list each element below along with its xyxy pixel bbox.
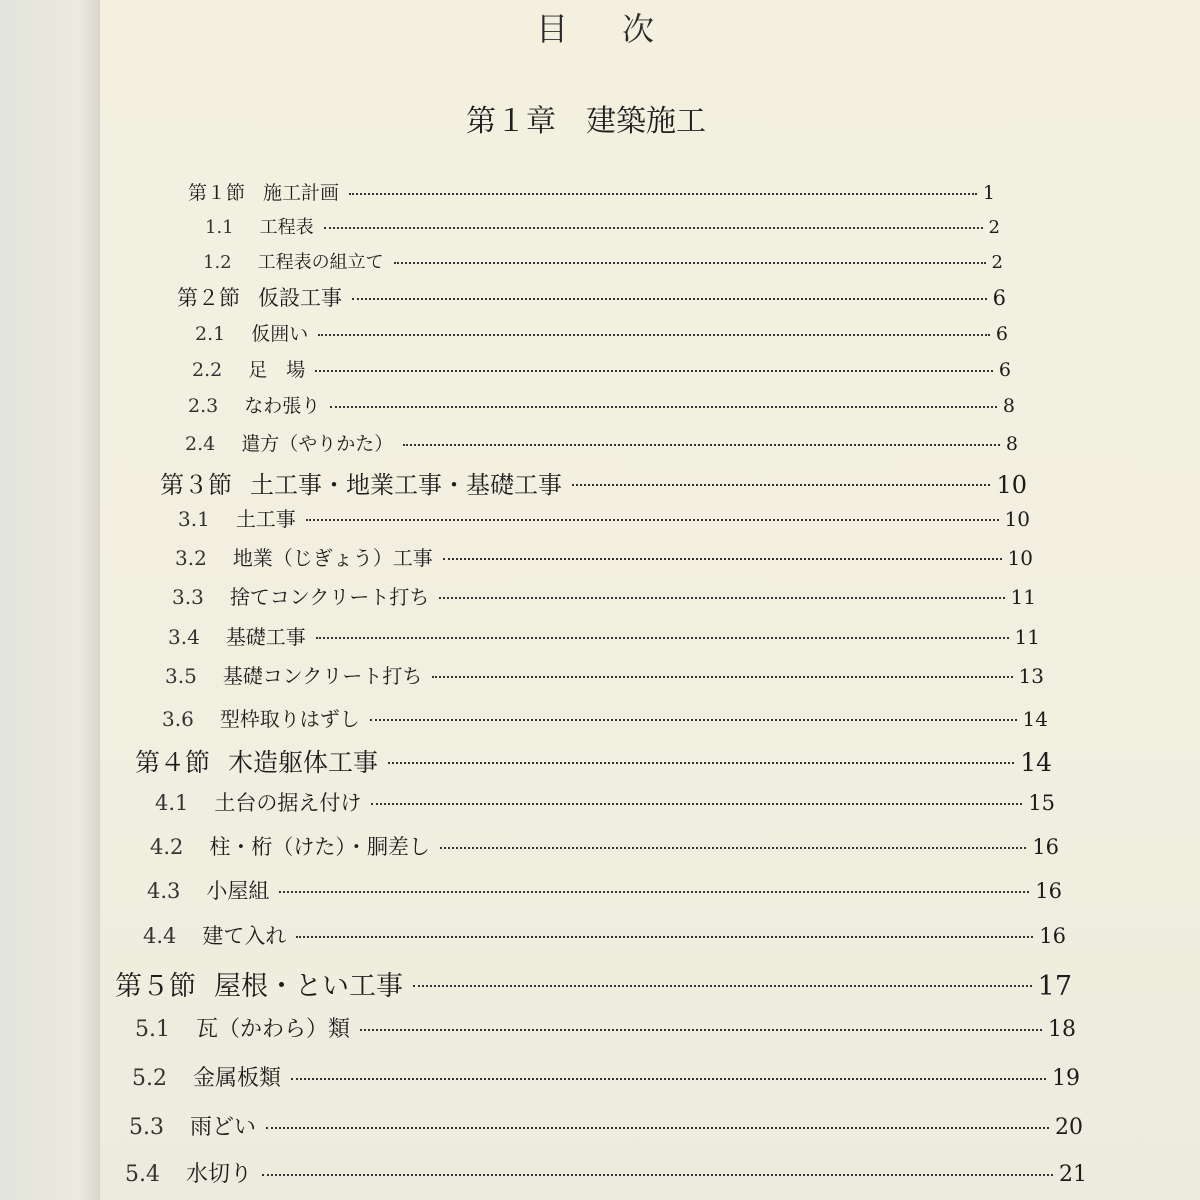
toc-page-number: 14: [1022, 707, 1048, 731]
toc-number: 5.3: [129, 1115, 164, 1140]
dot-leader: [316, 637, 1009, 639]
dot-leader: [266, 1127, 1049, 1129]
toc-subsection-row: [165, 660, 1044, 689]
toc-subsection-row: [205, 213, 1000, 239]
toc-number: 2.4: [185, 433, 216, 455]
toc-number: 第５節: [115, 971, 196, 1002]
chapter-title: 第１章 建築施工: [466, 104, 706, 139]
dot-leader: [443, 558, 1002, 560]
dot-leader: [279, 891, 1029, 893]
toc-number: 第４節: [135, 748, 211, 777]
toc-subsection-row: [192, 355, 1011, 382]
toc-page-number: 17: [1037, 971, 1072, 1002]
toc-number: 第２節: [177, 286, 240, 310]
dot-leader: [296, 936, 1033, 938]
toc-label: 足 場: [248, 359, 306, 381]
toc-section-row: [160, 465, 1027, 500]
dot-leader: [403, 444, 1000, 446]
toc-label: 建て入れ: [202, 924, 287, 948]
toc-subsection-row: [132, 1061, 1080, 1092]
toc-page-number: 2: [991, 252, 1003, 273]
toc-number: 第１節: [188, 182, 246, 204]
page-title: 目次: [536, 10, 709, 48]
toc-number: 4.3: [147, 879, 181, 903]
toc-number: 3.2: [175, 546, 207, 570]
toc-page-number: 20: [1055, 1115, 1083, 1140]
toc-page-number: 10: [1007, 546, 1033, 570]
dot-leader: [432, 676, 1012, 678]
toc-label: 水切り: [186, 1162, 253, 1187]
toc-number: 4.2: [150, 835, 184, 859]
toc-label: なわ張り: [244, 395, 321, 417]
toc-subsection-row: [155, 787, 1055, 817]
toc-section-row: [188, 178, 995, 205]
toc-number: 4.1: [155, 791, 189, 815]
toc-number: 3.5: [165, 664, 197, 688]
toc-page-number: 6: [992, 286, 1006, 310]
dot-leader: [360, 1029, 1042, 1031]
toc-page-number: 2: [988, 217, 1000, 238]
toc-label: 基礎工事: [225, 625, 306, 649]
toc-section-row: [115, 964, 1072, 1003]
toc-subsection-row: [125, 1157, 1087, 1188]
toc-label: 工程表: [259, 217, 314, 238]
toc-label: 仮設工事: [258, 286, 342, 310]
toc-page-number: 10: [996, 471, 1027, 499]
toc-subsection-row: [168, 621, 1040, 650]
toc-number: 3.1: [178, 507, 210, 531]
dot-leader: [306, 519, 999, 521]
toc-number: 3.3: [172, 585, 204, 609]
toc-label: 金属板類: [193, 1066, 282, 1091]
toc-page-number: 19: [1052, 1066, 1080, 1091]
toc-number: 5.4: [125, 1162, 160, 1187]
toc-page-number: 21: [1059, 1162, 1087, 1187]
dot-leader: [318, 334, 990, 336]
toc-subsection-row: [172, 581, 1036, 610]
toc-page-number: 18: [1048, 1017, 1076, 1042]
dot-leader: [324, 227, 983, 229]
toc-section-row: [177, 282, 1006, 312]
dot-leader: [262, 1174, 1053, 1176]
toc-page-number: 13: [1018, 664, 1044, 688]
toc-label: 土台の据え付け: [214, 791, 362, 815]
toc-label: 木造躯体工事: [228, 748, 379, 777]
toc-page-number: 15: [1028, 791, 1055, 815]
toc-label: 土工事: [235, 507, 296, 531]
toc-number: 4.4: [143, 924, 177, 948]
toc-label: 工程表の組立て: [257, 252, 384, 273]
toc-label: 地業（じぎょう）工事: [232, 546, 433, 570]
toc-page-number: 10: [1004, 507, 1030, 531]
toc-page-number: 8: [1005, 433, 1018, 455]
dot-leader: [315, 370, 993, 372]
toc-subsection-row: [203, 248, 1003, 274]
toc-section-row: [135, 743, 1052, 779]
dot-leader: [388, 762, 1014, 764]
toc-number: 5.1: [135, 1017, 170, 1042]
toc-page-number: 8: [1002, 395, 1015, 417]
toc-page-number: 11: [1010, 585, 1036, 609]
toc-page-number: 6: [995, 323, 1008, 345]
dot-leader: [291, 1078, 1046, 1080]
dot-leader: [352, 298, 987, 300]
dot-leader: [413, 985, 1032, 987]
toc-number: 5.2: [132, 1066, 167, 1091]
toc-page-number: 14: [1020, 748, 1052, 777]
dot-leader: [349, 193, 977, 195]
toc-subsection-row: [147, 875, 1062, 905]
toc-subsection-row: [162, 703, 1048, 732]
toc-label: 捨てコンクリート打ち: [229, 585, 430, 609]
toc-label: 小屋組: [206, 879, 270, 903]
toc-number: 第３節: [160, 471, 232, 499]
dot-leader: [572, 484, 990, 486]
toc-label: 雨どい: [190, 1115, 257, 1140]
dot-leader: [370, 719, 1017, 721]
toc-label: 瓦（かわら）類: [196, 1017, 351, 1042]
toc-page-number: 11: [1014, 625, 1040, 649]
toc-subsection-row: [195, 319, 1008, 346]
toc-page-number: 16: [1032, 835, 1059, 859]
toc-number: 1.2: [203, 252, 232, 273]
toc-label: 仮囲い: [251, 323, 309, 345]
toc-page-number: 6: [998, 359, 1011, 381]
toc-subsection-row: [150, 831, 1059, 861]
toc-label: 柱・桁（けた）・胴差し: [209, 835, 430, 859]
toc-label: 施工計画: [263, 182, 340, 204]
toc-page-number: 16: [1039, 924, 1066, 948]
dot-leader: [330, 406, 997, 408]
toc-label: 屋根・とい工事: [214, 971, 403, 1002]
toc-subsection-row: [178, 503, 1030, 532]
toc-page-number: 16: [1035, 879, 1062, 903]
dot-leader: [371, 803, 1022, 805]
toc-label: 土工事・地業工事・基礎工事: [250, 471, 562, 499]
toc-label: 型枠取りはずし: [219, 707, 360, 731]
dot-leader: [439, 597, 1004, 599]
toc-subsection-row: [185, 429, 1018, 456]
toc-number: 3.6: [162, 707, 194, 731]
toc-page-number: 1: [982, 182, 995, 204]
dot-leader: [440, 847, 1026, 849]
dot-leader: [394, 262, 986, 264]
toc-subsection-row: [129, 1110, 1083, 1141]
toc-number: 2.2: [192, 359, 223, 381]
toc-number: 2.1: [195, 323, 226, 345]
toc-label: 遣方（やりかた）: [241, 433, 394, 455]
toc-subsection-row: [188, 391, 1015, 418]
toc-label: 基礎コンクリート打ち: [222, 664, 423, 688]
toc-number: 3.4: [168, 625, 200, 649]
toc-number: 2.3: [188, 395, 219, 417]
toc-subsection-row: [135, 1012, 1076, 1043]
toc-number: 1.1: [205, 217, 234, 238]
toc-subsection-row: [175, 542, 1033, 571]
toc-subsection-row: [143, 920, 1066, 950]
